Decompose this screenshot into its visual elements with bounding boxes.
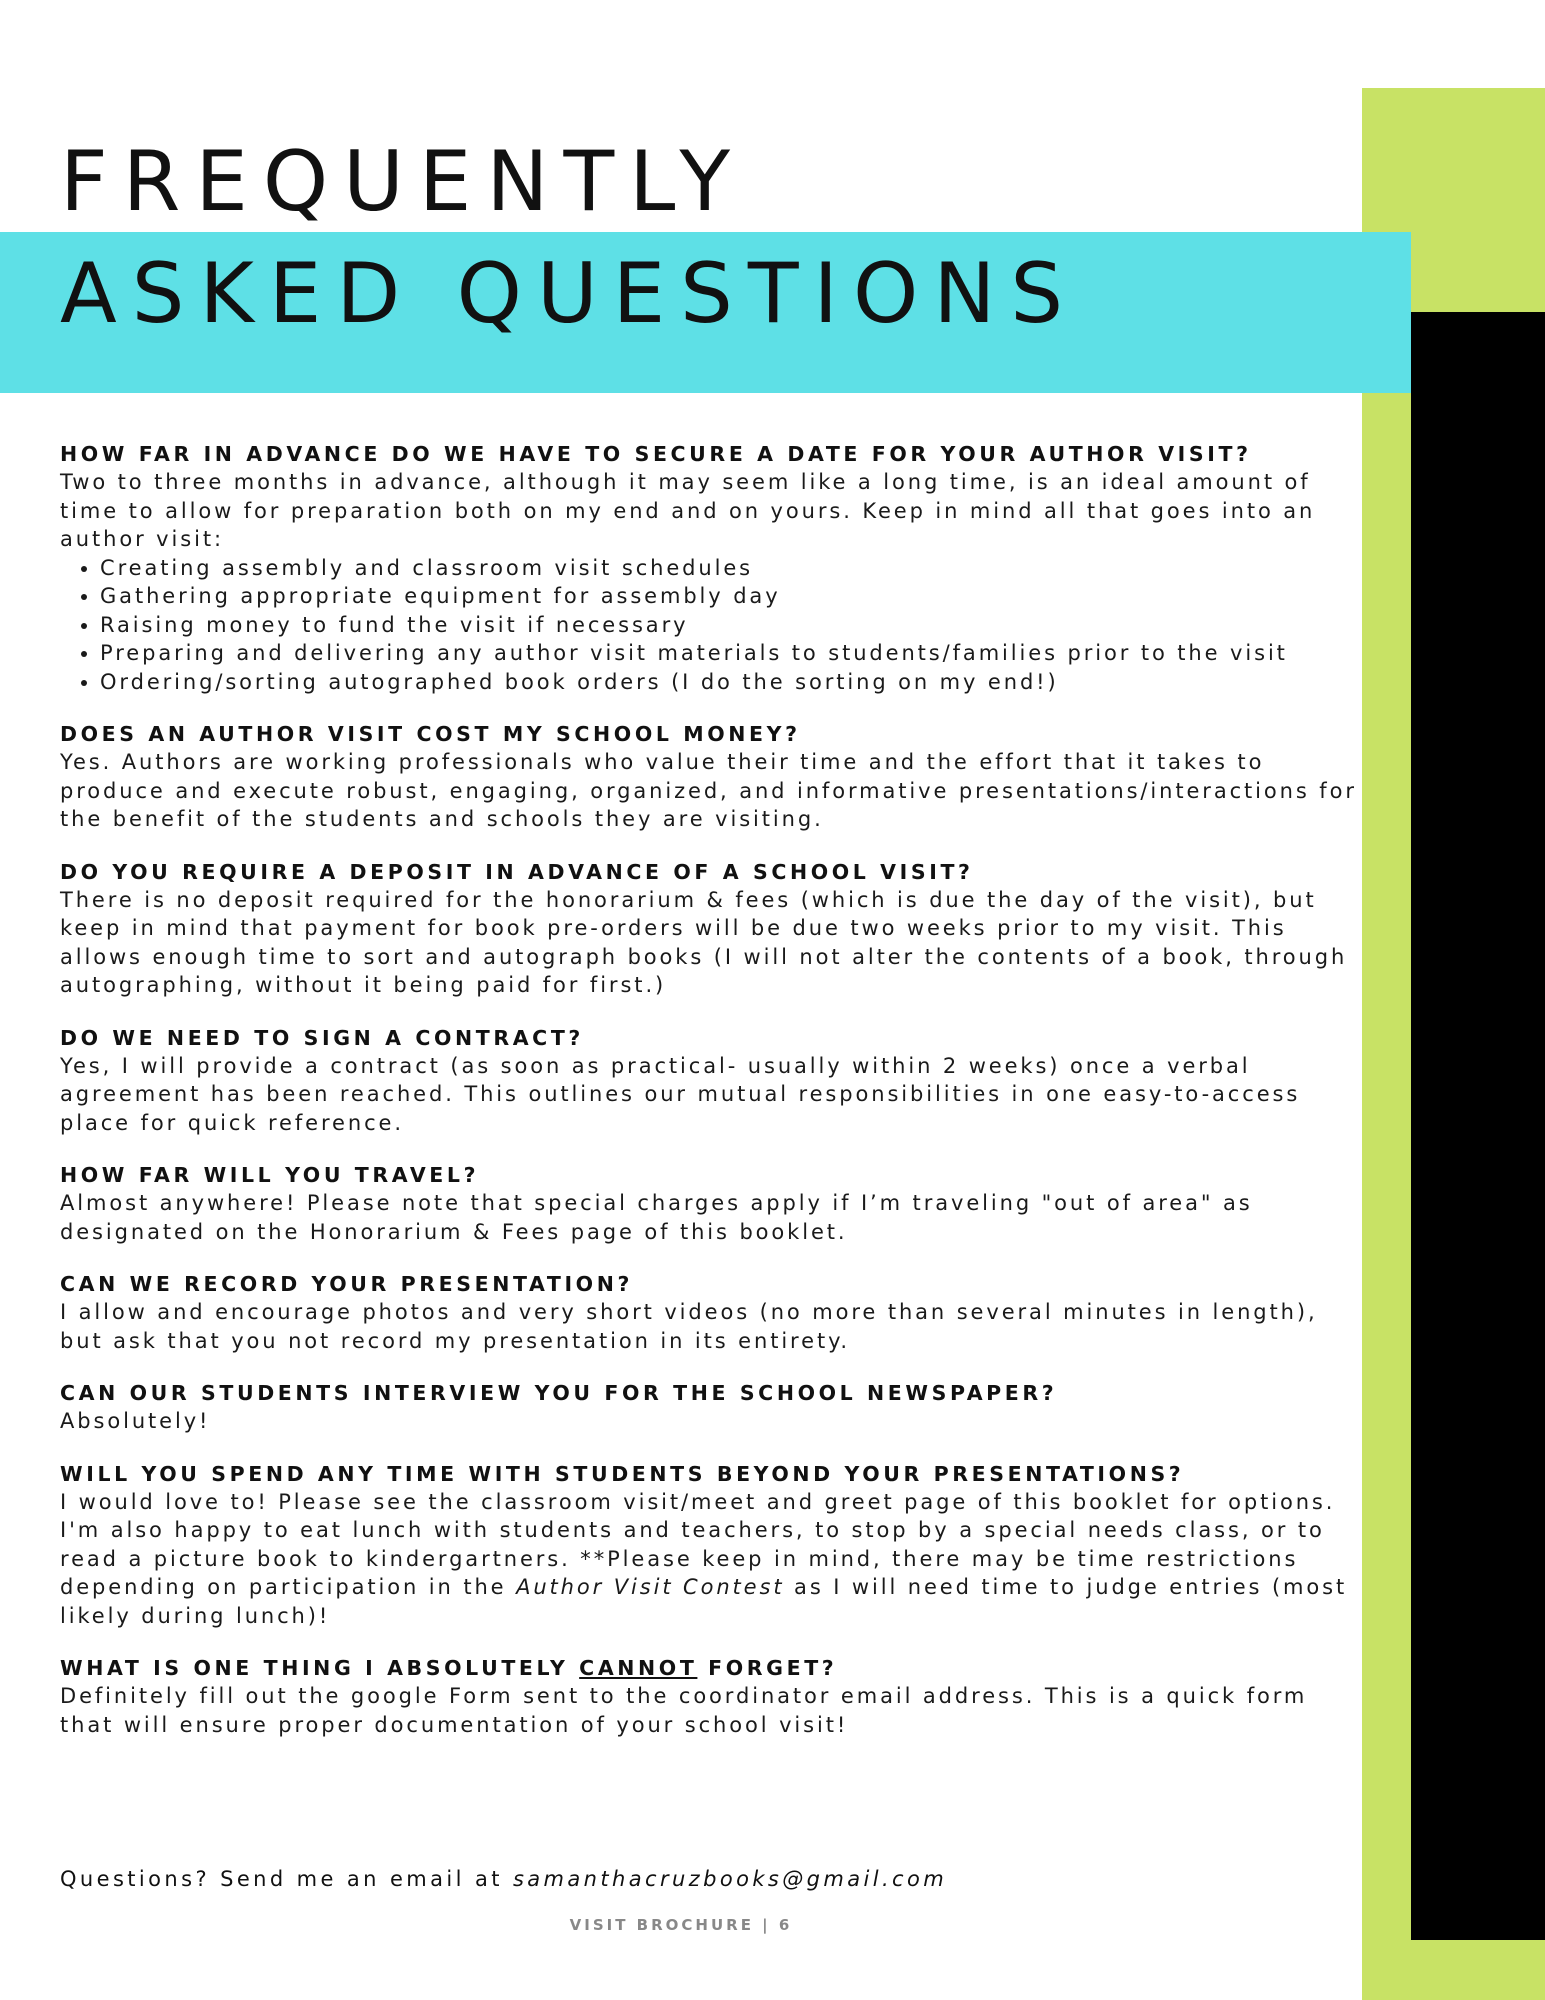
faq-item-travel	[60, 1161, 1360, 1246]
faq-answer: Absolutely!	[60, 1409, 211, 1433]
contact-text: Questions? Send me an email at	[60, 1867, 513, 1891]
faq-question: DO YOU REQUIRE A DEPOSIT IN ADVANCE OF A SCHOOL VISIT?	[60, 859, 974, 884]
black-accent-bar	[1411, 312, 1545, 1940]
faq-answer: Yes. Authors are working professionals who value their time and the effort that it takes to produce and execute robust, engaging, organized, and informative presentations/interactions for the benefit of the students and schools they are visiting.	[60, 750, 1357, 831]
list-item: • Creating assembly and classroom visit schedules	[100, 554, 1360, 583]
faq-answer	[60, 1488, 1360, 1631]
list-item: • Preparing and delivering any author visit materials to students/families prior to the visit	[100, 639, 1360, 668]
faq-item-extra-time	[60, 1460, 1360, 1631]
answer-text: I would love to! Please see the classroom visit/meet and greet page of this booklet for options. I'm also happy to eat lunch with students and teachers, to stop by a special needs class, or to read a picture book to kindergartners. **Please keep in mind, there may be time restrictions depending on participation in the	[60, 1489, 1336, 1599]
faq-question: DO WE NEED TO SIGN A CONTRACT?	[60, 1025, 584, 1050]
faq-answer: Two to three months in advance, although it may seem like a long time, is an ideal amount of time to allow for preparation both on my end and on yours. Keep in mind all that goes into an author visit:	[60, 470, 1316, 551]
faq-answer: Almost anywhere! Please note that special charges apply if I’m traveling "out of area" as designated on the Honorarium & Fees page of this booklet.	[60, 1191, 1253, 1244]
question-text: FORGET?	[697, 1656, 838, 1680]
faq-answer: Yes, I will provide a contract (as soon as practical- usually within 2 weeks) once a verbal agreement has been reached. This outlines our mutual responsibilities in one easy-to-access place for quick reference.	[60, 1053, 1301, 1135]
faq-question: HOW FAR WILL YOU TRAVEL?	[60, 1163, 480, 1187]
underlined-word: CANNOT	[579, 1656, 698, 1680]
faq-question: DOES AN AUTHOR VISIT COST MY SCHOOL MONEY?	[60, 722, 801, 746]
contest-name: Author Visit Contest	[516, 1575, 785, 1599]
faq-item-recording	[60, 1270, 1360, 1355]
faq-answer: I allow and encourage photos and very short videos (no more than several minutes in length), but ask that you not record my presentation in its entirety.	[60, 1300, 1318, 1353]
faq-answer: Definitely fill out the google Form sent to the coordinator email address. This is a quick form that will ensure proper documentation of your school visit!	[60, 1684, 1308, 1737]
page-footer: VISIT BROCHURE | 6	[569, 1916, 793, 1934]
faq-bullet-list	[60, 554, 1360, 697]
faq-answer: There is no deposit required for the honorarium & fees (which is due the day of the visit), but keep in mind that payment for book pre-orders will be due two weeks prior to my visit. This allows enough time to sort and autograph books (I will not alter the contents of a book, through autographing, without it being paid for first.)	[60, 887, 1348, 997]
contact-line	[60, 1864, 947, 1894]
question-text: WHAT IS ONE THING I ABSOLUTELY	[60, 1656, 580, 1680]
list-item: • Raising money to fund the visit if necessary	[100, 611, 1360, 640]
list-item: • Gathering appropriate equipment for assembly day	[100, 582, 1360, 611]
faq-item-deposit	[60, 858, 1360, 1000]
answer-text: as I will need time to judge entries (most likely during lunch)!	[60, 1575, 1348, 1628]
page-title-line-2: ASKED QUESTIONS	[60, 245, 1079, 342]
faq-question: HOW FAR IN ADVANCE DO WE HAVE TO SECURE A DATE FOR YOUR AUTHOR VISIT?	[60, 442, 1252, 466]
faq-question	[60, 1654, 1360, 1682]
faq-item-dont-forget	[60, 1654, 1360, 1739]
faq-question: WILL YOU SPEND ANY TIME WITH STUDENTS BEYOND YOUR PRESENTATIONS?	[60, 1461, 1185, 1486]
faq-question: CAN OUR STUDENTS INTERVIEW YOU FOR THE SCHOOL NEWSPAPER?	[60, 1381, 1058, 1405]
faq-item-contract	[60, 1024, 1360, 1138]
faq-item-cost	[60, 720, 1360, 834]
faq-item-advance-booking	[60, 440, 1360, 696]
page-title-line-1: FREQUENTLY	[60, 133, 746, 230]
faq-item-interview	[60, 1379, 1360, 1436]
faq-question: CAN WE RECORD YOUR PRESENTATION?	[60, 1272, 633, 1296]
list-item: • Ordering/sorting autographed book orders (I do the sorting on my end!)	[100, 668, 1360, 697]
faq-list	[60, 440, 1360, 1763]
contact-email: samanthacruzbooks@gmail.com	[512, 1867, 948, 1891]
